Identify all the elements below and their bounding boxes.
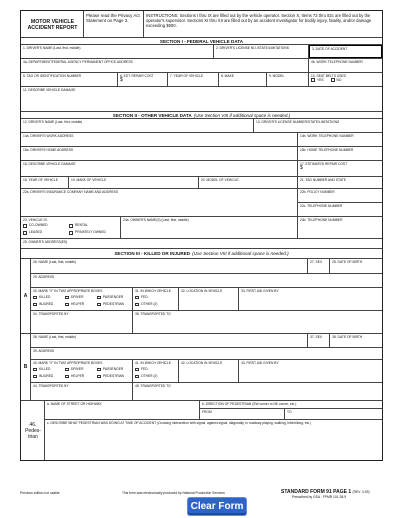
a-pedestrian-option[interactable]	[97, 302, 124, 308]
a-transported-by-field[interactable]	[31, 311, 133, 333]
sf-title: STANDARD FORM 91 PAGE 1	[281, 489, 352, 495]
a-killed-option[interactable]	[33, 295, 59, 301]
checkbox[interactable]	[135, 303, 139, 307]
policy-col	[298, 189, 382, 216]
checkbox[interactable]	[135, 375, 139, 379]
model-label: 9. MODEL	[269, 74, 285, 78]
a-driver-option[interactable]	[65, 295, 91, 301]
b-transported-to-field[interactable]	[133, 383, 382, 400]
b-first-aid-field[interactable]	[239, 360, 382, 382]
b-address-label: 39. ADDRESS	[33, 349, 55, 353]
pedestrian-activity-label: c. DESCRIBE WHAT PEDESTRIAN WAS DOING AT TIME OF ACCIDENT (Crossing intersection with signal, against signal, diagonally, in roadway playing, walking, hitchhiking, etc.)	[47, 421, 312, 425]
other-home-address-label: 15a. DRIVER'S HOME ADDRESS	[23, 148, 74, 152]
b-which-vehicle-label: 41. IN WHICH VEHICLE	[135, 361, 171, 365]
other-damage-field[interactable]	[21, 161, 298, 176]
seat-belts-no[interactable]	[331, 78, 342, 82]
a-address-field[interactable]	[31, 274, 382, 287]
checkbox[interactable]	[33, 368, 37, 372]
a-dob-field[interactable]	[330, 259, 382, 273]
pedestrian-block	[21, 401, 382, 460]
b-killed-option[interactable]	[33, 367, 59, 373]
pedestrian-label: 46. Pedes- trian	[21, 401, 45, 460]
b-location-field[interactable]	[179, 360, 239, 382]
year-label: 7. YEAR OF VEHICLE	[170, 74, 204, 78]
section-1-title: SECTION I - FEDERAL VEHICLE DATA	[159, 38, 244, 44]
b-which-vehicle	[133, 360, 179, 382]
insurance-label: 22a. DRIVER'S INSURANCE COMPANY NAME AND ADDRESS	[23, 190, 119, 194]
to-label: TO	[287, 410, 292, 414]
person-a-marker: A	[21, 259, 31, 333]
checkbox[interactable]	[331, 78, 335, 82]
other-tag-label: 21. TAG NUMBER AND STATE	[300, 178, 346, 182]
b-mark-label: 40. MARK "X" IN TWO APPROPRIATE BOXES	[33, 361, 103, 365]
b-fed-option[interactable]	[135, 367, 149, 373]
a-which-vehicle-label: 31. IN WHICH VEHICLE	[135, 289, 171, 293]
date-of-accident-label: 3. DATE OF ACCIDENT	[312, 47, 348, 51]
other-model-field[interactable]	[199, 177, 298, 188]
other-license-field[interactable]	[254, 119, 382, 132]
person-a-fields	[31, 259, 382, 333]
b-name-label: 36. NAME (Last, first, middle)	[33, 335, 77, 339]
other-make-field[interactable]	[69, 177, 199, 188]
section-1-header	[21, 38, 382, 45]
repair-cost-label: 6. EST. REPAIR COST	[120, 74, 154, 78]
rev-label: (REV. 3-93)	[352, 490, 370, 494]
b-name-field[interactable]	[31, 334, 308, 347]
no-label: NO	[336, 78, 342, 82]
checkbox[interactable]	[69, 231, 73, 235]
policy-field[interactable]	[298, 189, 382, 203]
other-driver-name-field[interactable]	[21, 119, 254, 132]
checkbox[interactable]	[23, 231, 27, 235]
repair-cost-field[interactable]	[118, 73, 168, 86]
other-make-label: 19. MAKE OF VEHICLE	[71, 178, 107, 182]
header-row	[21, 11, 382, 38]
a-passenger-option[interactable]	[97, 295, 123, 301]
pedestrian-fields	[45, 401, 382, 460]
agency-address-field[interactable]	[21, 59, 309, 72]
other-model-label: 20. MODEL OF VEHICLE	[201, 178, 239, 182]
person-b-block	[21, 334, 382, 401]
b-dob-label: 38. DATE OF BIRTH	[332, 335, 363, 339]
checkbox[interactable]	[97, 296, 101, 300]
a-transported-by-label: 34. TRANSPORTED BY	[33, 312, 69, 316]
private-option[interactable]	[69, 230, 106, 235]
license-label: 2. DRIVER'S LICENSE NO./STATE/LIMITATIONS	[216, 46, 289, 50]
b-other-option[interactable]	[135, 374, 158, 380]
dollar-sign: $	[120, 77, 123, 83]
street-field[interactable]	[45, 401, 200, 419]
seat-belts-field	[309, 73, 382, 86]
work-phone-field[interactable]	[309, 59, 382, 72]
from-label: FROM	[202, 410, 212, 414]
accident-report-form	[20, 10, 383, 461]
pedestrian-activity-field[interactable]	[45, 420, 382, 460]
checkbox[interactable]	[65, 368, 69, 372]
other-tag-field[interactable]	[298, 177, 382, 188]
b-transported-to-label: 45. TRANSPORTED TO	[135, 384, 171, 388]
checkbox[interactable]	[65, 375, 69, 379]
from-field[interactable]	[200, 409, 285, 419]
pedestrian-label: PEDESTRIAN	[103, 301, 125, 306]
insurance-field[interactable]	[21, 189, 298, 216]
other-driver-name-label: 12. DRIVER'S NAME (Last, first, middle)	[23, 120, 83, 124]
prev-edition-note: Previous edition not usable	[20, 491, 60, 495]
a-mark-label: 30. MARK "X" IN TWO APPROPRIATE BOXES	[33, 289, 103, 293]
section-3-note: (Use Section VIII if additional space is needed.)	[192, 251, 289, 256]
a-sex-label: 27. SEX	[310, 260, 323, 264]
other-work-phone-field[interactable]	[298, 133, 382, 146]
clear-form-button[interactable]: Clear Form	[188, 498, 246, 515]
section-2-title: SECTION II - OTHER VEHICLE DATA	[112, 112, 192, 118]
checkbox[interactable]	[23, 224, 27, 228]
vehicle-is-label: 23. VEHICLE IS:	[23, 218, 48, 222]
a-location-label: 32. LOCATION IN VEHICLE	[181, 289, 223, 293]
a-which-vehicle	[133, 288, 179, 310]
owner-address-field[interactable]	[21, 239, 382, 248]
rental-option[interactable]	[69, 223, 88, 228]
other-home-address-field[interactable]	[21, 147, 298, 160]
a-fed-option[interactable]	[135, 295, 149, 301]
vehicle-damage-field[interactable]	[21, 87, 382, 111]
other-repair-cost-label: 17. ESTIMATED REPAIR COST	[300, 162, 348, 166]
driver-label: DRIVER	[71, 366, 84, 371]
b-sex-label: 37. SEX	[310, 335, 323, 339]
fed-label: FED.	[141, 294, 149, 299]
prescribed-note: Prescribed by GSA - FPMR 101-38.9	[292, 495, 347, 499]
instructions: INSTRUCTIONS: Sections I thru IX are filled out by the vehicle operator. Section X, Items 72 thru 82c are filled out by the operator's supervisor. Sections XI thru XII are filled out by an accident investigator for bodily injury, fatality, and/or damage exceeding $500.	[146, 13, 372, 28]
tag-label: 5. TAG OR IDENTIFICATION NUMBER	[23, 74, 82, 78]
form-title: MOTOR VEHICLE ACCIDENT REPORT	[21, 11, 84, 37]
checkbox[interactable]	[69, 224, 73, 228]
owner-phone-label: 24b. TELEPHONE NUMBER	[300, 218, 343, 222]
work-phone-label: 4b. WORK TELEPHONE NUMBER	[311, 60, 363, 64]
a-first-aid-label: 33. FIRST AID GIVEN BY	[241, 289, 279, 293]
b-injured-option[interactable]	[33, 374, 59, 380]
b-helper-option[interactable]	[65, 374, 91, 380]
checkbox[interactable]	[311, 78, 315, 82]
b-transported-by-field[interactable]	[31, 383, 133, 400]
injured-label: INJURED	[39, 373, 54, 378]
license-field[interactable]	[214, 45, 309, 58]
passenger-label: PASSENGER	[103, 366, 124, 371]
b-transported-by-label: 44. TRANSPORTED BY	[33, 384, 69, 388]
agency-address-label: 4a. DEPARTMENT/FEDERAL AGENCY PERMANENT OFFICE ADDRESS	[23, 60, 133, 64]
other-repair-cost-field[interactable]	[298, 161, 382, 176]
a-injured-option[interactable]	[33, 302, 59, 308]
a-other-option[interactable]	[135, 302, 158, 308]
person-b-fields	[31, 334, 382, 400]
make-label: 8. MAKE	[221, 74, 235, 78]
vehicle-is-field	[21, 217, 121, 238]
person-b-marker: B	[21, 334, 31, 400]
owner-name-label: 24a. OWNER'S NAME(S) (Last, first, middle)	[123, 218, 189, 222]
other-label: OTHER (2)	[141, 373, 158, 378]
section-3-header	[21, 249, 382, 259]
checkbox[interactable]	[33, 296, 37, 300]
passenger-label: PASSENGER	[103, 294, 124, 299]
nps-note: This form was electronically produced by National Production Services	[122, 491, 225, 495]
b-driver-option[interactable]	[65, 367, 91, 373]
driver-name-field[interactable]	[21, 45, 214, 58]
date-of-accident-field[interactable]	[309, 45, 382, 58]
other-year-field[interactable]	[21, 177, 69, 188]
b-passenger-option[interactable]	[97, 367, 123, 373]
owner-address-label: 25. OWNER'S ADDRESS(ES)	[23, 240, 68, 244]
other-damage-label: 16. DESCRIBE VEHICLE DAMAGE	[23, 162, 76, 166]
tag-field[interactable]	[21, 73, 118, 86]
co-owned-option[interactable]	[23, 223, 63, 228]
to-field[interactable]	[285, 409, 382, 419]
a-dob-label: 28. DATE OF BIRTH	[332, 260, 363, 264]
a-first-aid-field[interactable]	[239, 288, 382, 310]
helper-label: HELPER	[71, 373, 85, 378]
a-helper-option[interactable]	[65, 302, 91, 308]
killed-label: KILLED	[39, 366, 51, 371]
a-transported-to-field[interactable]	[133, 311, 382, 333]
insurance-phone-label: 22c. TELEPHONE NUMBER	[300, 204, 343, 208]
other-year-label: 18. YEAR OF VEHICLE	[23, 178, 58, 182]
checkbox[interactable]	[135, 296, 139, 300]
owner-name-field[interactable]	[121, 217, 298, 238]
b-pedestrian-option[interactable]	[97, 374, 124, 380]
fed-label: FED.	[141, 366, 149, 371]
other-home-phone-field[interactable]	[298, 147, 382, 160]
section-2-header	[21, 112, 382, 119]
insurance-phone-field[interactable]	[298, 203, 382, 209]
driver-label: DRIVER	[71, 294, 84, 299]
b-dob-field[interactable]	[330, 334, 382, 347]
seat-belts-yes[interactable]	[311, 78, 324, 82]
b-mark-boxes	[31, 360, 133, 382]
checkbox[interactable]	[97, 368, 101, 372]
helper-label: HELPER	[71, 301, 85, 306]
yes-label: YES	[317, 78, 324, 82]
direction-label: b. DIRECTION OF PEDESTRIAN (SW corner to NE corner, etc.)	[202, 402, 297, 406]
owner-phone-field[interactable]	[298, 217, 382, 238]
checkbox[interactable]	[33, 375, 37, 379]
other-home-phone-label: 15b. HOME TELEPHONE NUMBER	[300, 148, 354, 152]
year-field[interactable]	[168, 73, 219, 86]
checkbox[interactable]	[97, 375, 101, 379]
b-location-label: 42. LOCATION IN VEHICLE	[181, 361, 223, 365]
a-location-field[interactable]	[179, 288, 239, 310]
checkbox[interactable]	[65, 303, 69, 307]
checkbox[interactable]	[65, 296, 69, 300]
b-address-field[interactable]	[31, 348, 382, 359]
make-field[interactable]	[219, 73, 267, 86]
leased-label: LEASED	[29, 230, 43, 235]
section-3-title: SECTION III - KILLED OR INJURED	[114, 251, 191, 256]
checkbox[interactable]	[33, 303, 37, 307]
private-label: PRIVATELY OWNED	[75, 230, 106, 235]
direction-block	[200, 401, 382, 419]
pedestrian-label: PEDESTRIAN	[103, 373, 125, 378]
other-work-address-field[interactable]	[21, 133, 298, 146]
leased-option[interactable]	[23, 230, 63, 235]
street-label: a. NAME OF STREET OR HIGHWAY	[47, 402, 102, 406]
driver-name-label: 1. DRIVER'S NAME (Last, first, middle)	[23, 46, 81, 50]
co-owned-label: CO-OWNED	[29, 223, 48, 228]
a-address-label: 29. ADDRESS	[33, 275, 55, 279]
policy-label: 22b. POLICY NUMBER	[300, 190, 335, 194]
model-field[interactable]	[267, 73, 309, 86]
dollar-sign: $	[300, 165, 303, 171]
other-work-address-label: 14a. DRIVER'S WORK ADDRESS	[23, 134, 74, 138]
seat-belts-label: 10. SEAT BELTS USED	[311, 74, 346, 78]
vehicle-damage-label: 11. DESCRIBE VEHICLE DAMAGE	[23, 88, 76, 92]
other-license-label: 13. DRIVER'S LICENSE NUMBER/STATE/LIMITATIONS	[256, 120, 340, 124]
killed-label: KILLED	[39, 294, 51, 299]
person-a-block	[21, 259, 382, 334]
a-transported-to-label: 35. TRANSPORTED TO	[135, 312, 171, 316]
rental-label: RENTAL	[75, 223, 88, 228]
a-name-field[interactable]	[31, 259, 308, 273]
section-2-note: (Use Section VIII if additional space is needed.)	[193, 112, 291, 118]
b-sex-field[interactable]	[308, 334, 330, 347]
a-name-label: 26. NAME (Last, first, middle)	[33, 260, 77, 264]
other-label: OTHER (2)	[141, 301, 158, 306]
checkbox[interactable]	[97, 303, 101, 307]
b-first-aid-label: 43. FIRST AID GIVEN BY	[241, 361, 279, 365]
injured-label: INJURED	[39, 301, 54, 306]
a-mark-boxes	[31, 288, 133, 310]
privacy-note: Please read the Privacy Act Statement on Page 3.	[84, 11, 144, 37]
other-work-phone-label: 14b. WORK TELEPHONE NUMBER	[300, 134, 354, 138]
a-sex-field[interactable]	[308, 259, 330, 273]
checkbox[interactable]	[135, 368, 139, 372]
